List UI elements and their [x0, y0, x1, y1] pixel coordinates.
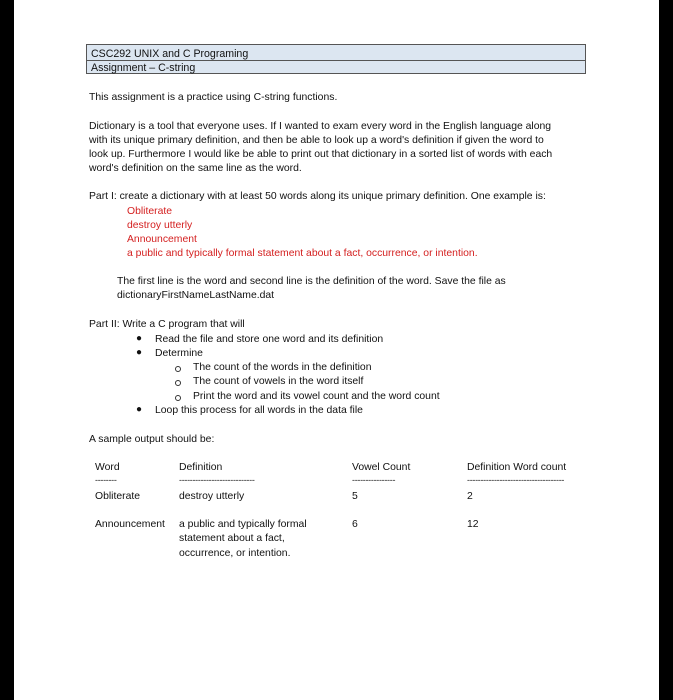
separator-dashes: ------------------------------------ [467, 475, 565, 485]
sample-intro: A sample output should be: [89, 434, 215, 445]
paragraph-line: with its unique primary definition, and then be able to look up a word's definition if given the word to [89, 135, 544, 146]
example-word: Obliterate [127, 206, 173, 217]
document-content [14, 0, 659, 700]
bullet-icon: ● [136, 347, 143, 358]
table-cell-definition: destroy utterly [179, 491, 245, 502]
column-header-word-count: Definition Word count [467, 462, 567, 473]
separator-dashes: -------- [95, 475, 117, 485]
sub-item: The count of vowels in the word itself [193, 376, 364, 387]
document-page [14, 0, 659, 700]
table-cell-word: Obliterate [95, 491, 141, 502]
separator-dashes: ---------------- [352, 475, 396, 485]
example-definition: a public and typically formal statement about a fact, occurrence, or intention. [127, 248, 478, 259]
circle-bullet-icon [175, 380, 181, 386]
paragraph-line: word's definition on the same line as the word. [89, 163, 302, 174]
table-cell-count: 12 [467, 519, 479, 530]
separator-dashes: ---------------------------- [179, 475, 255, 485]
bullet-item: Loop this process for all words in the data file [155, 405, 363, 416]
bullet-item: Read the file and store one word and its definition [155, 334, 384, 345]
sub-item: Print the word and its vowel count and the word count [193, 391, 440, 402]
table-cell-definition: statement about a fact, [179, 533, 285, 544]
part1-heading: Part I: create a dictionary with at least 50 words along its unique primary definition. One example is: [89, 191, 546, 202]
part2-heading: Part II: Write a C program that will [89, 319, 245, 330]
circle-bullet-icon [175, 395, 181, 401]
table-cell-word: Announcement [95, 519, 165, 530]
assignment-title: Assignment – C-string [91, 62, 196, 74]
table-cell-vowels: 5 [352, 491, 358, 502]
column-header-word: Word [95, 462, 120, 473]
part1-note: The first line is the word and second line is the definition of the word. Save the file as [117, 276, 506, 287]
part1-note: dictionaryFirstNameLastName.dat [117, 290, 275, 301]
intro-text: This assignment is a practice using C-string functions. [89, 92, 338, 103]
circle-bullet-icon [175, 366, 181, 372]
example-word: Announcement [127, 234, 197, 245]
example-definition: destroy utterly [127, 220, 193, 231]
column-header-definition: Definition [179, 462, 223, 473]
column-header-vowel-count: Vowel Count [352, 462, 411, 473]
course-title: CSC292 UNIX and C Programing [91, 48, 249, 60]
table-cell-vowels: 6 [352, 519, 358, 530]
paragraph-line: Dictionary is a tool that everyone uses. If I wanted to exam every word in the English language along [89, 121, 552, 132]
table-cell-count: 2 [467, 491, 473, 502]
table-cell-definition: a public and typically formal [179, 519, 307, 530]
table-cell-definition: occurrence, or intention. [179, 548, 291, 559]
title-box [86, 44, 586, 74]
sub-item: The count of the words in the definition [193, 362, 372, 373]
title-divider [87, 60, 585, 61]
bullet-item: Determine [155, 348, 203, 359]
bullet-icon: ● [136, 333, 143, 344]
paragraph-line: look up. Furthermore I would like be able to print out that dictionary in a sorted list of words with each [89, 149, 553, 160]
bullet-icon: ● [136, 404, 143, 415]
